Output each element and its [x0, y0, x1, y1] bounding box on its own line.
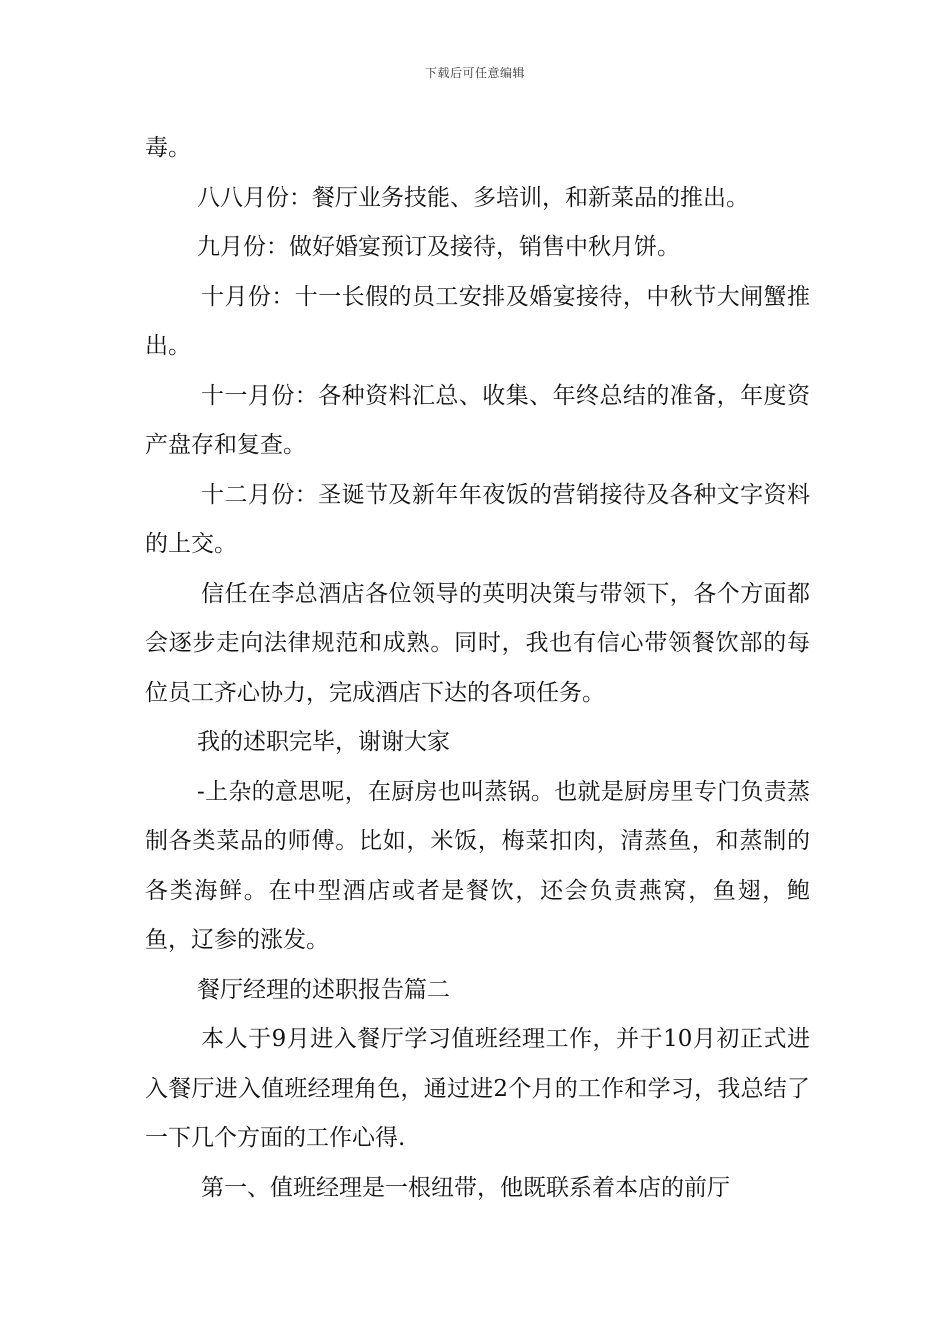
section-heading: 餐厅经理的述职报告篇二: [197, 976, 450, 1003]
paragraph-5: 十一月份：各种资料汇总、收集、年终总结的准备，年度资产盘存和复查。: [145, 382, 810, 458]
paragraph-3: 九月份：做好婚宴预订及接待，销售中秋月饼。: [197, 234, 680, 260]
document-body: [145, 124, 810, 1213]
paragraph-1: 毒。: [145, 135, 191, 161]
paragraph-11: 本人于9月进入餐厅学习值班经理工作，并于10月初正式进入餐厅进入值班经理角色，通过进2个月的工作和学习，我总结了一下几个方面的工作心得.: [145, 1026, 810, 1151]
paragraph-8: 我的述职完毕，谢谢大家: [197, 729, 450, 755]
paragraph-6: 十二月份：圣诞节及新年年夜饭的营销接待及各种文字资料的上交。: [145, 481, 810, 557]
paragraph-12: 第一、值班经理是一根纽带，他既联系着本店的前厅: [201, 1174, 730, 1201]
paragraph-7: 信任在李总酒店各位领导的英明决策与带领下，各个方面都会逐步走向法律规范和成熟。同时，我也有信心带领餐饮部的每位员工齐心协力，完成酒店下达的各项任务。: [145, 580, 810, 706]
paragraph-9: -上杂的意思呢，在厨房也叫蒸锅。也就是厨房里专门负责蒸制各类菜品的师傅。比如，米饭，梅菜扣肉，清蒸鱼，和蒸制的各类海鲜。在中型酒店或者是餐饮，还会负责燕窝，鱼翅，鲍鱼，辽参的涨发。: [145, 778, 810, 953]
paragraph-2: 八八月份：餐厅业务技能、多培训，和新菜品的推出。: [197, 184, 749, 211]
page-header: 下载后可任意编辑: [424, 66, 525, 80]
paragraph-4: 十月份：十一长假的员工安排及婚宴接待，中秋节大闸蟹推出。: [145, 283, 810, 359]
